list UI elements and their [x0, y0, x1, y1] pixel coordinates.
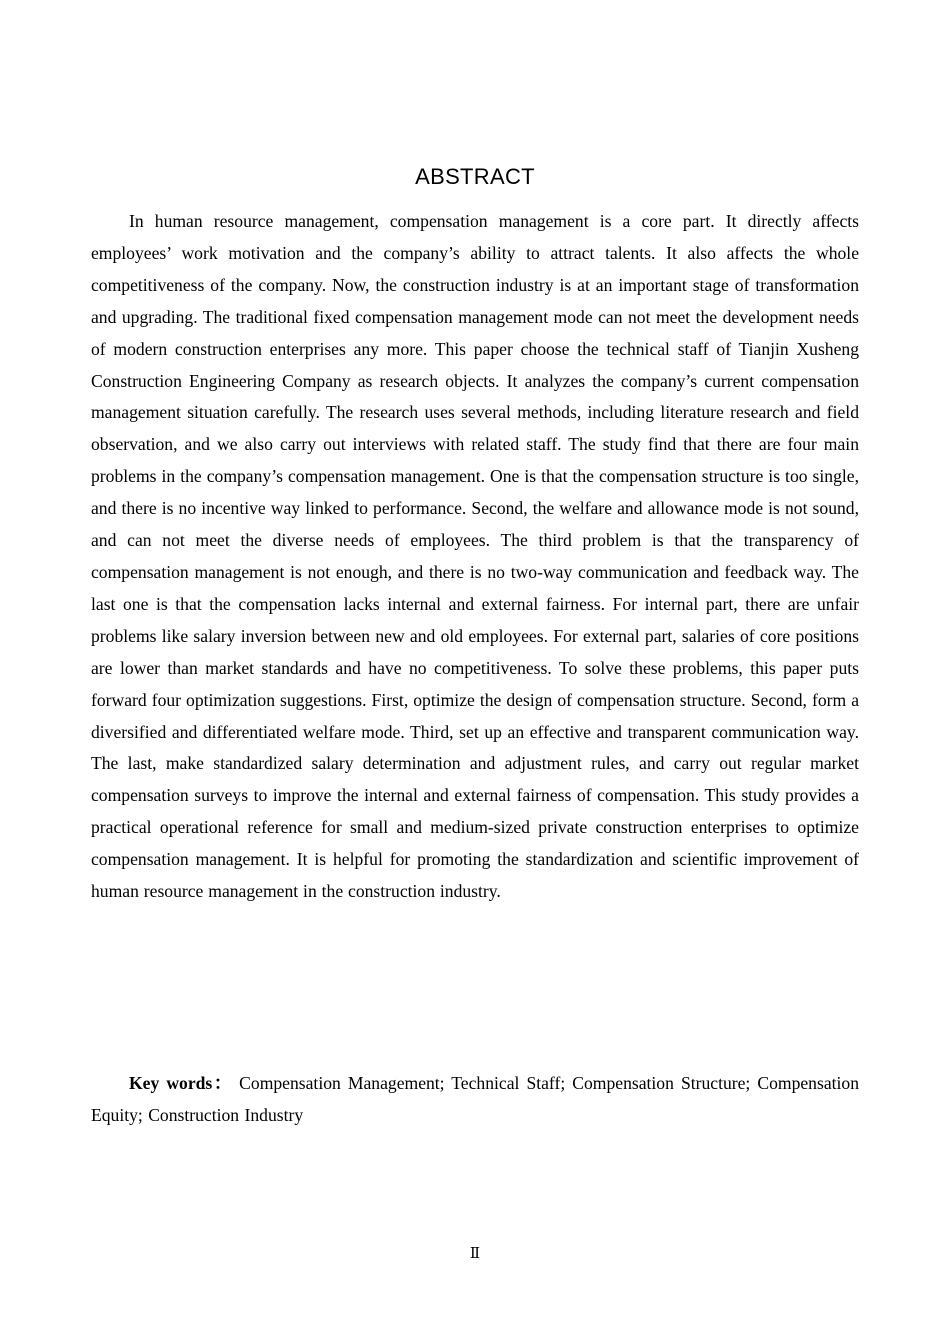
page-number: Ⅱ: [469, 1246, 481, 1262]
abstract-title: ABSTRACT: [415, 164, 535, 189]
keywords-paragraph: [91, 1068, 859, 1132]
abstract-body: In human resource management, compensation management is a core part. It directly affects employees’ work motivation and the company’s ability to attract talents. It also affects the whole competitiveness of the company. Now, the construction industry is at an important stage of transformation and upgrading. The traditional fixed compensation management mode can not meet the development needs of modern construction enterprises any more. This paper choose the technical staff of Tianjin Xusheng Construction Engineering Company as research objects. It analyzes the company’s current compensation management situation carefully. The research uses several methods, including literature research and field observation, and we also carry out interviews with related staff. The study find that there are four main problems in the company’s compensation management. One is that the compensation structure is too single, and there is no incentive way linked to performance. Second, the welfare and allowance mode is not sound, and can not meet the diverse needs of employees. The third problem is that the transparency of compensation management is not enough, and there is no two-way communication and feedback way. The last one is that the compensation lacks internal and external fairness. For internal part, there are unfair problems like salary inversion between new and old employees. For external part, salaries of core positions are lower than market standards and have no competitiveness. To solve these problems, this paper puts forward four optimization suggestions. First, optimize the design of compensation structure. Second, form a diversified and differentiated welfare mode. Third, set up an effective and transparent communication way. The last, make standardized salary determination and adjustment rules, and carry out regular market compensation surveys to improve the internal and external fairness of compensation. This study provides a practical operational reference for small and medium-sized private construction enterprises to optimize compensation management. It is helpful for promoting the standardization and scientific improvement of human resource management in the construction industry.: [91, 211, 859, 902]
keywords-list: Compensation Management; Technical Staff; Compensation Structure; Compensation Equity; Construction Industry: [91, 1073, 860, 1125]
keywords-label: Key words：: [129, 1073, 234, 1093]
